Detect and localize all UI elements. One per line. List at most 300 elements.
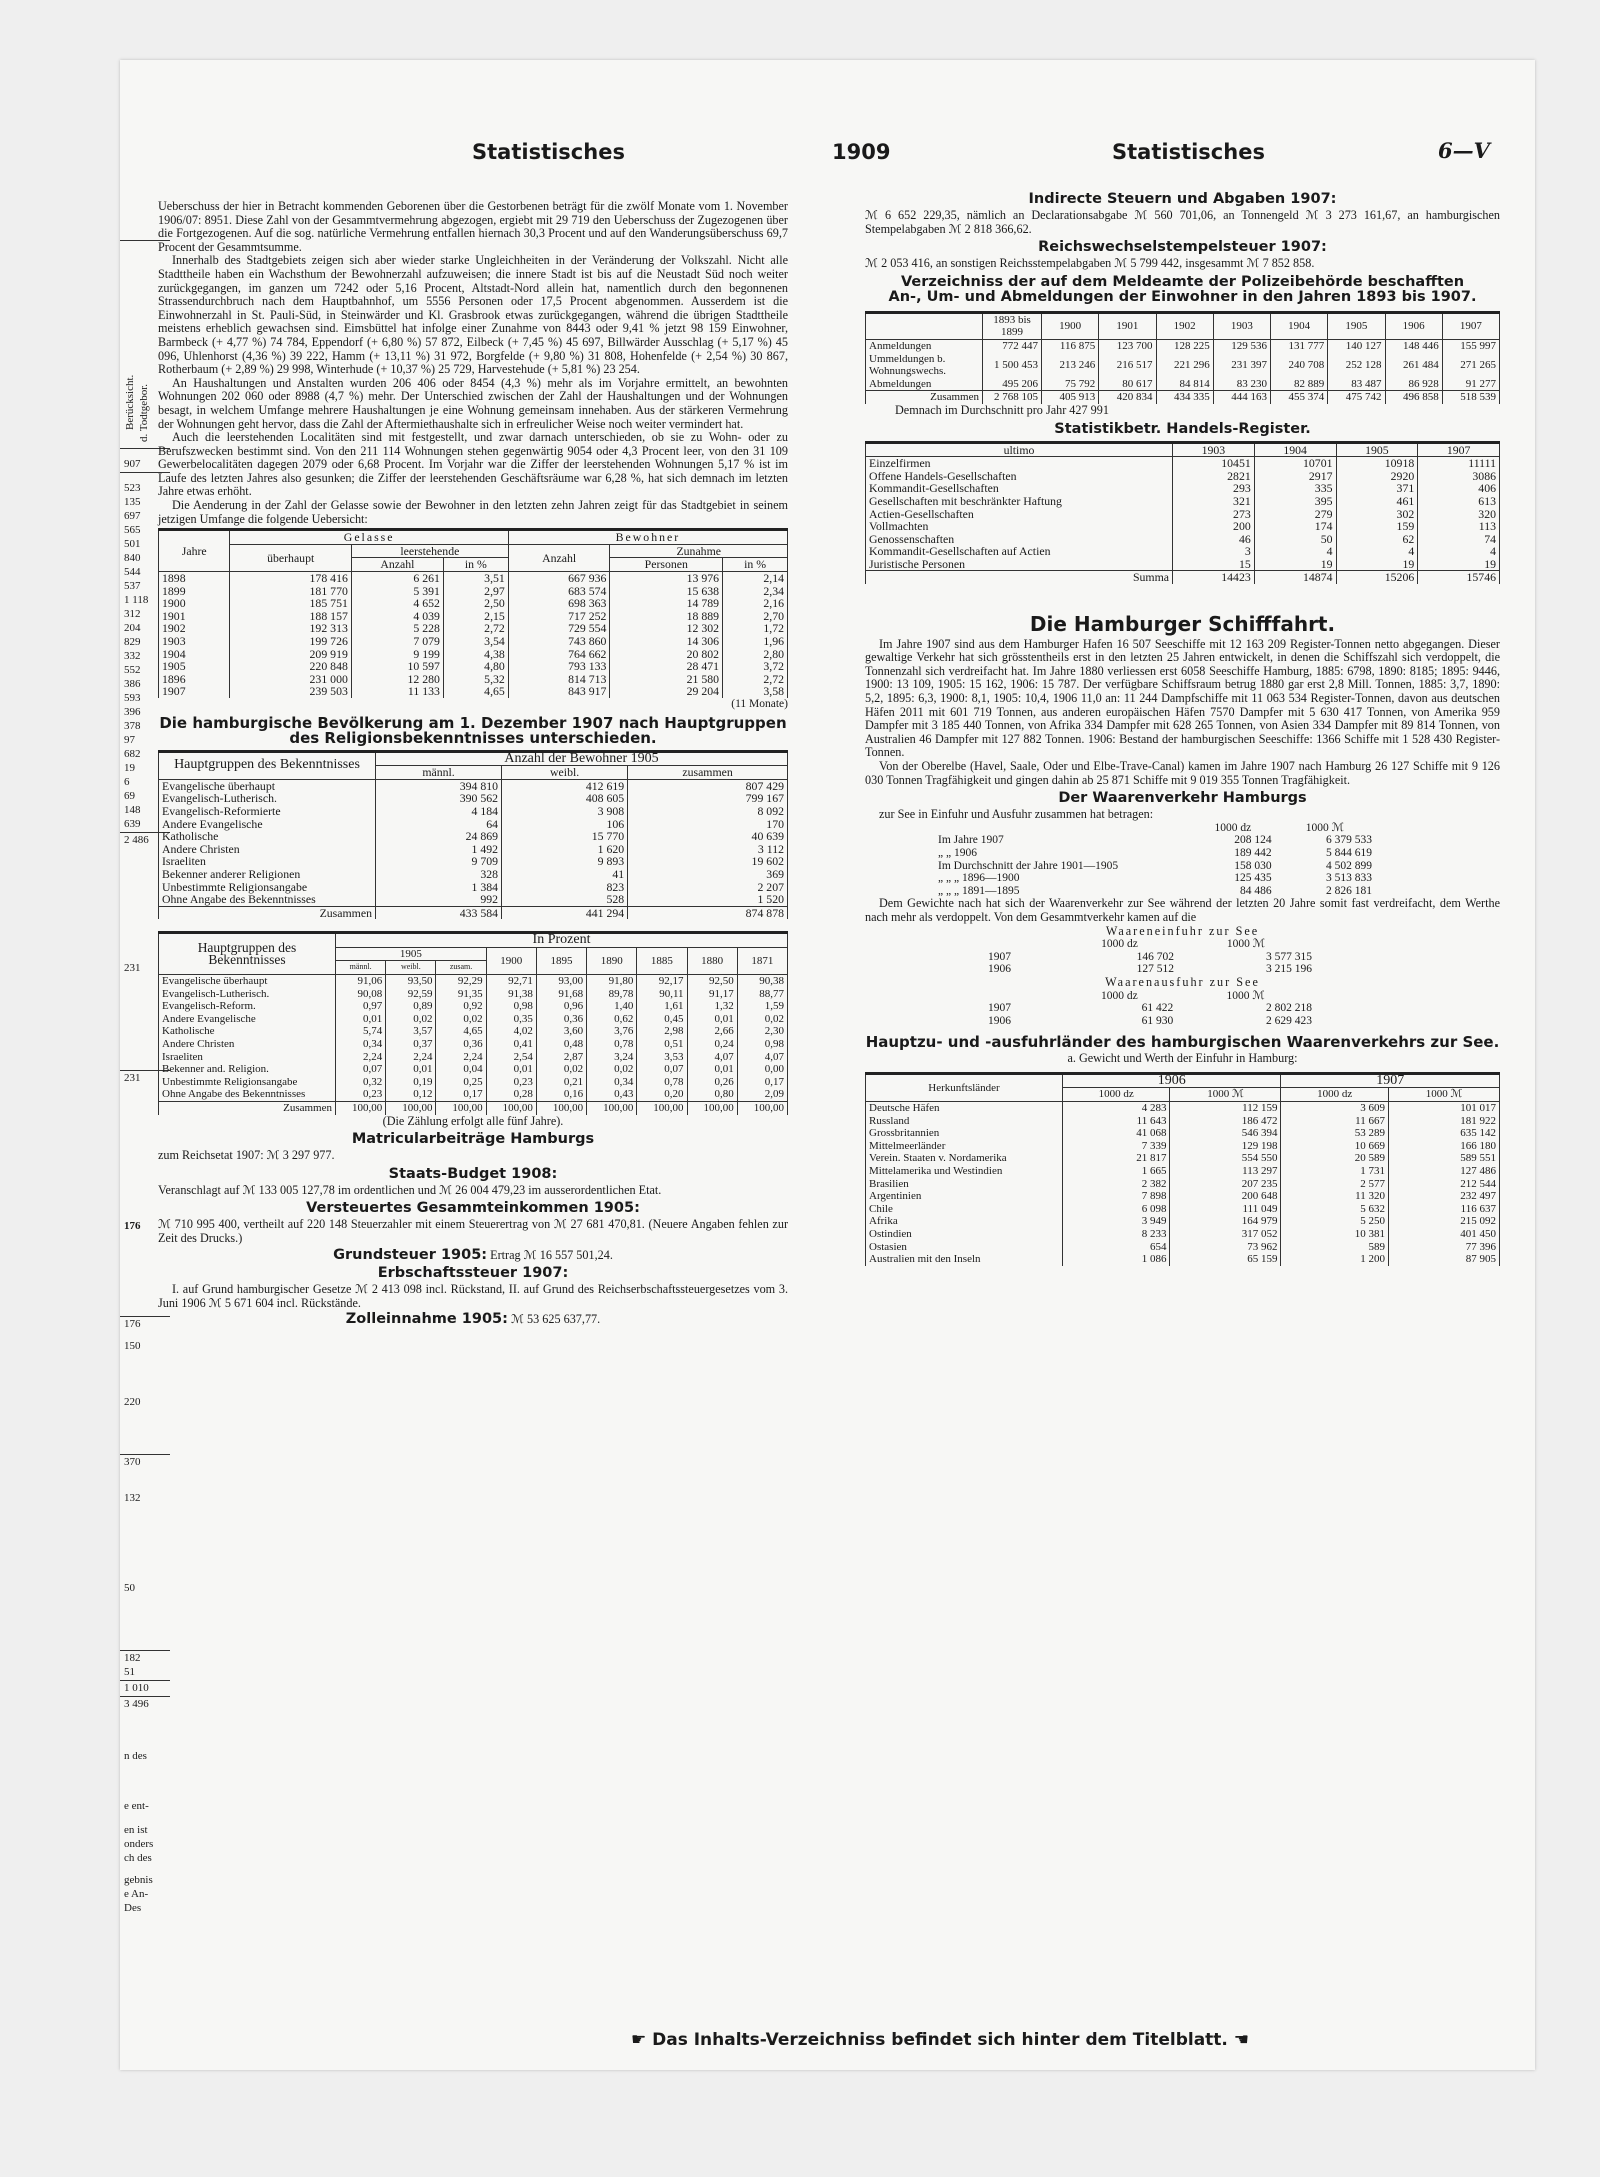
cell-value: 212 544 [1388, 1178, 1499, 1191]
cell-value: 116 875 [1042, 339, 1099, 352]
margin-value: 501 [124, 538, 141, 550]
row-label: Chile [866, 1203, 1063, 1216]
section-title: Verzeichniss der auf dem Meldeamte der Polizeibehörde beschafften An-, Um- und Abmeldungen der Einwohner in den Jahren 1893 bis 1907. [888, 273, 1477, 305]
cell-value: 0,32 [336, 1076, 386, 1089]
col-header: Anzahl [508, 544, 610, 571]
cell-value: 2 577 [1281, 1178, 1388, 1191]
cell-value: 0,35 [486, 1013, 536, 1026]
col-header: in % [443, 558, 508, 572]
row-label: 1906 [988, 1014, 1011, 1027]
table-row [159, 660, 788, 673]
row-label: Bekenner and. Religion. [159, 1063, 336, 1076]
total-row [866, 571, 1500, 584]
margin-value: 231 [124, 1072, 141, 1084]
cell-value: 186 472 [1170, 1115, 1281, 1128]
col-header: in % [723, 558, 788, 572]
col-header: 1903 [1213, 312, 1270, 339]
cell-value: 3 609 [1281, 1102, 1388, 1115]
section-title: Indirecte Steuern und Abgaben 1907: [1028, 191, 1337, 207]
cell-value: 28 471 [610, 660, 723, 673]
cell-value: 1 492 [376, 843, 502, 856]
table-note: Demnach im Durchschnitt pro Jahr 427 991 [895, 402, 1109, 417]
cell-value: 401 450 [1388, 1228, 1499, 1241]
cell-value: 3 513 833 [1326, 872, 1372, 885]
cell-value: 80 617 [1099, 378, 1156, 391]
cell-value: 3,58 [723, 685, 788, 698]
cell-value: 29 204 [610, 685, 723, 698]
cell-value: 216 517 [1099, 353, 1156, 378]
cell-value: 100,00 [536, 1102, 586, 1115]
cell-value: 1,96 [723, 635, 788, 648]
cell-value: 11 133 [351, 685, 443, 698]
cell-value: 0,26 [687, 1076, 737, 1089]
margin-value: 176 [124, 1220, 141, 1232]
table-row [866, 457, 1500, 470]
cell-value: 4,80 [443, 660, 508, 673]
margin-value: 552 [124, 664, 141, 676]
row-label: Russland [866, 1115, 1063, 1128]
section-title: Staats-Budget 1908: [388, 1165, 558, 1182]
cell-value: 20 589 [1281, 1152, 1388, 1165]
cell-value: 394 810 [376, 779, 502, 792]
margin-word: ch des [124, 1852, 152, 1864]
cell-value: 3 215 196 [1266, 963, 1312, 976]
margin-value: 150 [124, 1340, 141, 1352]
cell-value: 116 637 [1388, 1203, 1499, 1216]
cell-value: 65 159 [1170, 1253, 1281, 1266]
cell-value: 369 [628, 868, 788, 881]
cell-value: 654 [1063, 1241, 1170, 1254]
cell-value: 3,57 [386, 1025, 436, 1038]
table-row [866, 1165, 1500, 1178]
col-header: 1000 dz [1101, 938, 1138, 951]
margin-value: 231 [124, 962, 141, 974]
cell-value: 111 049 [1170, 1203, 1281, 1216]
meldungen-table [865, 311, 1500, 404]
cell-value: 90,11 [637, 988, 687, 1001]
cell-value: 1,72 [723, 622, 788, 635]
table-body [866, 1102, 1500, 1266]
subsection-title: Waarenausfuhr zur See [1105, 974, 1260, 989]
cell-value: 3 112 [628, 843, 788, 856]
cell-value: 50 [1254, 533, 1336, 546]
table-row [159, 1025, 788, 1038]
cell-value: 441 294 [502, 906, 628, 919]
cell-value: 5 844 619 [1326, 846, 1372, 859]
cell-value: 1,61 [637, 1000, 687, 1013]
table-body [985, 951, 1315, 976]
cell-value: 10 597 [351, 660, 443, 673]
cell-value: 209 919 [230, 648, 351, 661]
cell-value: 2,80 [723, 648, 788, 661]
paragraph: Im Jahre 1907 sind aus dem Hamburger Hafen 16 507 Seeschiffe mit 12 163 209 Register-Tonnen netto abgegangen. Dieser gewaltige Verkehr hat sich grösstentheils erst in den letzten 25 Jahren entwickelt, in denen die Schiffszahl sich verdoppelt, die Tonnenzahl sich verdreifacht hat. Im Jahre 1880 verliessen erst 6058 Seeschiffe Hamburg, 1885: 6798, 1890: 8185; 1895: 9446, 1900: 13 109, 1905: 15 162, 1906: 15 787. Der verfügbare Schiffsraum betrug 1880 gar erst 2,8 Mill. Tonnen, 1885: 3,7, 1890: 5,2, 1895: 6,3, 1900: 8,1, 1905: 10,4, 1906 11,0 an: 11 244 Dampfschiffe mit 11 063 534 Register-Tonnen, davon aus deutschen Häfen 2011 mit 601 719 Tonnen, aus anderen europäischen Häfen 7570 Dampfer mit 5 630 417 Tonnen, von Amerika 959 Dampfer mit 3 185 440 Tonnen, von Afrika 334 Dampfer mit 628 265 Tonnen, von Asien 334 Dampfer mit 89 814 Tonnen, von Australien 46 Dampfer mit 127 882 Tonnen. 1906: Bestand der hamburgischen Seeschiffe: 1366 Schiffe mit 1 528 430 Register-Tonnen. [865, 636, 1500, 760]
subsection-title: a. Gewicht und Werth der Einfuhr in Hamburg: [1067, 1051, 1298, 1066]
table-row [866, 1190, 1500, 1203]
col-header: 1901 [1099, 312, 1156, 339]
cell-value: 181 770 [230, 585, 351, 598]
cell-value: 321 [1173, 495, 1255, 508]
cell-value: 546 394 [1170, 1127, 1281, 1140]
cell-value: 2,09 [737, 1088, 787, 1101]
cell-value: 140 127 [1328, 339, 1385, 352]
cell-value: 293 [1173, 482, 1255, 495]
cell-value: 0,23 [486, 1076, 536, 1089]
cell-value: 164 979 [1170, 1215, 1281, 1228]
row-label: Andere Christen [159, 843, 376, 856]
cell-value: 0,92 [436, 1000, 486, 1013]
cell-value: 92,29 [436, 975, 486, 988]
cell-value: 1 086 [1063, 1253, 1170, 1266]
cell-value: 4,02 [486, 1025, 536, 1038]
cell-value: 24 869 [376, 830, 502, 843]
row-label: Grossbritannien [866, 1127, 1063, 1140]
table-row [159, 685, 788, 698]
cell-value: 823 [502, 881, 628, 894]
row-label: Katholische [159, 830, 376, 843]
cell-value: 2,50 [443, 597, 508, 610]
cell-value: 4,07 [687, 1051, 737, 1064]
table-body [935, 834, 1375, 897]
row-label: „ „ „ 1896—1900 [938, 872, 1020, 885]
cell-value: 0,02 [536, 1063, 586, 1076]
cell-value: 0,17 [436, 1088, 486, 1101]
col-header: 1906 [1063, 1073, 1281, 1088]
margin-value: 2 486 [124, 834, 149, 846]
cell-value: 10 381 [1281, 1228, 1388, 1241]
cell-value: 221 296 [1156, 353, 1213, 378]
cell-value: 11 667 [1281, 1115, 1388, 1128]
cell-value: 0,01 [386, 1063, 436, 1076]
cell-value: 9 199 [351, 648, 443, 661]
cell-value: 53 289 [1281, 1127, 1388, 1140]
margin-value: 544 [124, 566, 141, 578]
row-label: Verein. Staaten v. Nordamerika [866, 1152, 1063, 1165]
col-header: 1904 [1254, 442, 1336, 457]
cell-value: 2,72 [723, 673, 788, 686]
row-label: Summa [866, 571, 1173, 584]
cell-value: 92,59 [386, 988, 436, 1001]
cell-value: 406 [1418, 482, 1500, 495]
margin-value: 176 [124, 1318, 141, 1330]
cell-value: 46 [1173, 533, 1255, 546]
margin-value: 396 [124, 706, 141, 718]
cell-value: 19 [1254, 558, 1336, 571]
cell-value: 1,40 [587, 1000, 637, 1013]
cell-value: 0,37 [386, 1038, 436, 1051]
cell-value: 3,60 [536, 1025, 586, 1038]
row-label: Gesellschaften mit beschränkter Haftung [866, 495, 1173, 508]
table-row [866, 339, 1500, 352]
cell-value: 717 252 [508, 610, 610, 623]
section-title: Erbschaftssteuer 1907: [377, 1265, 569, 1282]
cell-value: 83 230 [1213, 378, 1270, 391]
header-left: Statistisches [472, 140, 625, 164]
section-title: Zolleinnahme 1905: [345, 1311, 508, 1328]
cell-value: 231 000 [230, 673, 351, 686]
cell-value: 635 142 [1388, 1127, 1499, 1140]
paragraph: Die Aenderung in der Zahl der Gelasse sowie der Bewohner in den letzten zehn Jahren zeigt für das Stadtgebiet in seinem jetzigen Umfange die folgende Uebersicht: [158, 498, 788, 526]
section-title: Der Waarenverkehr Hamburgs [1058, 790, 1307, 807]
cell-value: 84 486 [1240, 884, 1272, 897]
margin-word: Des [124, 1902, 142, 1914]
table-row [866, 1152, 1500, 1165]
table-row [159, 1038, 788, 1051]
cell-value: 3086 [1418, 470, 1500, 483]
row-label: Im Durchschnitt der Jahre 1901—1905 [938, 859, 1119, 872]
table-row [866, 1215, 1500, 1228]
cell-value: 1 731 [1281, 1165, 1388, 1178]
cell-value: 455 374 [1271, 391, 1328, 404]
cell-value: 444 163 [1213, 391, 1270, 404]
cell-value: 2821 [1173, 470, 1255, 483]
table-row [866, 1228, 1500, 1241]
cell-value: 3,51 [443, 572, 508, 585]
cell-value: 408 605 [502, 792, 628, 805]
margin-word: gebnis [124, 1874, 153, 1886]
row-label: Evangelisch-Reformierte [159, 805, 376, 818]
col-header: 1900 [486, 947, 536, 974]
cell-value: 10451 [1173, 457, 1255, 470]
cell-value: 178 416 [230, 572, 351, 585]
table-row [866, 1127, 1500, 1140]
section-title: Matricularbeiträge Hamburgs [351, 1131, 595, 1148]
row-label: 1896 [159, 673, 230, 686]
cell-value: 589 551 [1388, 1152, 1499, 1165]
cell-value: 18 889 [610, 610, 723, 623]
row-label: Ostindien [866, 1228, 1063, 1241]
cell-value: 91,17 [687, 988, 737, 1001]
cell-value: 0,04 [436, 1063, 486, 1076]
cell-value: 271 265 [1442, 353, 1499, 378]
total-row [159, 906, 788, 919]
row-label: 1900 [159, 597, 230, 610]
cell-value: 74 [1418, 533, 1500, 546]
cell-value: 7 339 [1063, 1140, 1170, 1153]
table-row [159, 830, 788, 843]
row-label: Brasilien [866, 1178, 1063, 1191]
margin-value: 523 [124, 482, 141, 494]
cell-value: 420 834 [1099, 391, 1156, 404]
row-label: Kommandit-Gesellschaften [866, 482, 1173, 495]
table-row [159, 635, 788, 648]
cell-value: 6 098 [1063, 1203, 1170, 1216]
cell-value: 0,80 [687, 1088, 737, 1101]
row-label: Vollmachten [866, 520, 1173, 533]
herkunft-table [865, 1072, 1500, 1266]
cell-value: 19 [1336, 558, 1418, 571]
cell-value: 84 814 [1156, 378, 1213, 391]
col-header: 1907 [1418, 442, 1500, 457]
cell-value: 208 124 [1234, 834, 1272, 847]
cell-value: 15206 [1336, 571, 1418, 584]
cell-value: 279 [1254, 508, 1336, 521]
table-row [985, 951, 1315, 964]
row-label: 1907 [159, 685, 230, 698]
col-header: ultimo [866, 442, 1173, 457]
cell-value: 1 384 [376, 881, 502, 894]
cell-value: 11 320 [1281, 1190, 1388, 1203]
cell-value: 91,06 [336, 975, 386, 988]
cell-value: 0,62 [587, 1013, 637, 1026]
cell-value: 2,34 [723, 585, 788, 598]
cell-value: 128 225 [1156, 339, 1213, 352]
cell-value: 207 235 [1170, 1178, 1281, 1191]
table-row [159, 975, 788, 988]
row-label: Andere Evangelische [159, 818, 376, 831]
table-row [866, 1253, 1500, 1266]
cell-value: 0,45 [637, 1013, 687, 1026]
cell-value: 2 382 [1063, 1178, 1170, 1191]
table-row [866, 545, 1500, 558]
row-label: Offene Handels-Gesellschaften [866, 470, 1173, 483]
cell-value: 412 619 [502, 779, 628, 792]
cell-value: 2 768 105 [983, 391, 1042, 404]
col-header: In Prozent [336, 933, 788, 948]
cell-value: 41 [502, 868, 628, 881]
margin-word: 907 [124, 458, 141, 470]
cell-value: 112 159 [1170, 1102, 1281, 1115]
cell-value: 495 206 [983, 378, 1042, 391]
table-row [159, 988, 788, 1001]
paragraph: Von der Oberelbe (Havel, Saale, Oder und Elbe-Trave-Canal) kamen im Jahre 1907 nach Hamburg 26 127 Schiffe mit 9 126 030 Tonnen Tragfähigkeit und gingen dahin ab 25 871 Schiffe mit 9 019 355 Tonnen Tragfähigkeit. [865, 759, 1500, 787]
row-label: Deutsche Häfen [866, 1102, 1063, 1115]
table-row [159, 597, 788, 610]
cell-value: 0,98 [737, 1038, 787, 1051]
paragraph: Veranschlagt auf ℳ 133 005 127,78 im ordentlichen und ℳ 26 004 479,23 im ausserordentlichen Etat. [158, 1182, 662, 1197]
table-row [159, 1063, 788, 1076]
cell-value: 158 030 [1234, 859, 1272, 872]
margin-value: 312 [124, 608, 141, 620]
cell-value: 91,35 [436, 988, 486, 1001]
col-header: 1871 [737, 947, 787, 974]
cell-value: 7 898 [1063, 1190, 1170, 1203]
cell-value: 743 860 [508, 635, 610, 648]
table-row [159, 1076, 788, 1089]
cell-value: 3,54 [443, 635, 508, 648]
col-header: Bewohner [508, 530, 787, 545]
table-row [935, 872, 1375, 885]
margin-word: onders [124, 1838, 154, 1850]
margin-value: 1 010 [124, 1682, 149, 1694]
cell-value: 15746 [1418, 571, 1500, 584]
row-label: 1907 [988, 1002, 1011, 1015]
col-header [985, 938, 1062, 951]
row-label: Andere Christen [159, 1038, 336, 1051]
cell-value: 15 770 [502, 830, 628, 843]
cell-value: 405 913 [1042, 391, 1099, 404]
col-header: 1000 dz [1100, 989, 1138, 1002]
cell-value: 2,70 [723, 610, 788, 623]
cell-value: 0,28 [486, 1088, 536, 1101]
cell-value: 3 949 [1063, 1215, 1170, 1228]
table-row [159, 1051, 788, 1064]
margin-word: d. Todtgebor. [138, 384, 150, 442]
row-label: Evangelisch-Reform. [159, 1000, 336, 1013]
paragraph: ℳ 710 995 400, vertheilt auf 220 148 Steuerzahler mit einem Steuerertrag von ℳ 27 681 470,81. (Neuere Angaben fehlen zur Zeit des Drucks.) [158, 1217, 788, 1245]
row-label: Einzelfirmen [866, 457, 1173, 470]
cell-value: 4 502 899 [1326, 859, 1372, 872]
col-header: 1903 [1173, 442, 1255, 457]
cell-value: 15 [1173, 558, 1255, 571]
cell-value: 0,20 [637, 1088, 687, 1101]
table-row [866, 1178, 1500, 1191]
cell-value: 8 233 [1063, 1228, 1170, 1241]
cell-value: 19 [1418, 558, 1500, 571]
cell-value: 9 709 [376, 855, 502, 868]
cell-value: 93,00 [536, 975, 586, 988]
col-header: 1000 ℳ [1305, 821, 1344, 834]
cell-value: 240 708 [1271, 353, 1328, 378]
section-title: Hauptzu- und -ausfuhrländer des hamburgischen Waarenverkehrs zur See. [865, 1033, 1500, 1052]
cell-value: 613 [1418, 495, 1500, 508]
paragraph: Innerhalb des Stadtgebiets zeigen sich aber wieder starke Ungleichheiten in der Veränderung der Volkszahl. Nicht alle Stadttheile haben ein Wachsthum der Bewohnerzahl aufzuweisen; die innere Stadt ist bis auf die Neustadt Süd noch weiter zurückgegangen, im ganzen um 7242 oder 5,16 Procent, Altstadt-Nord allein hat, namentlich durch den begonnenen Strassendurchbruch nach dem Hauptbahnhof, um 5556 Personen oder 17,5 Procent abgenommen. Ausserdem ist die Einwohnerzahl in St. Pauli-Süd, in Steinwärder und Kl. Grasbrook etwas zurückgegangen, während die übrigen Stadttheile meistens erheblich gewachsen sind. Eimsbüttel hat infolge einer Zunahme von 8443 oder 9,41 % jetzt 98 159 Einwohner, Barmbeck (+ 4,77 %) 74 784, Eppendorf (+ 6,80 %) 57 872, Eilbeck (+ 7,45 %) 45 697, Billwärder Ausschlag (+ 5,17 %) 45 096, Uhlenhorst (4,36 %) 39 222, Hamm (+ 13,11 %) 31 972, Borgfelde (+ 9,80 %) 31 808, Hohenfelde (+ 2,54 %) 30 867, Rotherbaum (+ 2,89 %) 29 998, Winterhude (+ 10,37 %) 25 729, Harvestehude (+ 5,81 %) 23 254. [158, 253, 788, 377]
cell-value: 395 [1254, 495, 1336, 508]
cell-value: 93,50 [386, 975, 436, 988]
table-row [159, 1000, 788, 1013]
col-header: zusam. [436, 961, 486, 975]
cell-value: 0,01 [486, 1063, 536, 1076]
col-header: 1885 [637, 947, 687, 974]
cell-value: 166 180 [1388, 1140, 1499, 1153]
cell-value: 0,34 [336, 1038, 386, 1051]
cell-value: 793 133 [508, 660, 610, 673]
cell-value: 3 [1173, 545, 1255, 558]
page-mark: 6—V [1438, 138, 1490, 163]
row-label: Ummeldungen b. Wohnungswechs. [866, 353, 983, 378]
cell-value: 0,98 [486, 1000, 536, 1013]
cell-value: 21 580 [610, 673, 723, 686]
row-label: Mittelamerika und Westindien [866, 1165, 1063, 1178]
table-row [866, 1140, 1500, 1153]
margin-value: 3 496 [124, 1698, 149, 1710]
cell-value: 40 639 [628, 830, 788, 843]
paragraph: ℳ 53 625 637,77. [510, 1312, 601, 1327]
cell-value: 192 313 [230, 622, 351, 635]
row-label: „ „ „ 1891—1895 [938, 884, 1020, 897]
row-label: Genossenschaften [866, 533, 1173, 546]
margin-value: 50 [124, 1582, 135, 1594]
cell-value: 799 167 [628, 792, 788, 805]
cell-value: 433 584 [376, 906, 502, 919]
cell-value: 0,00 [737, 1063, 787, 1076]
cell-value: 2 826 181 [1326, 884, 1372, 897]
cell-value: 0,02 [386, 1013, 436, 1026]
cell-value: 0,89 [386, 1000, 436, 1013]
cell-value: 4,07 [737, 1051, 787, 1064]
cell-value: 64 [376, 818, 502, 831]
cell-value: 0,12 [386, 1088, 436, 1101]
cell-value: 0,25 [436, 1076, 486, 1089]
table-body [159, 779, 788, 919]
cell-value: 92,17 [637, 975, 687, 988]
cell-value: 518 539 [1442, 391, 1499, 404]
col-header: 1895 [536, 947, 586, 974]
cell-value: 2 802 218 [1266, 1002, 1312, 1015]
cell-value: 667 936 [508, 572, 610, 585]
cell-value: 729 554 [508, 622, 610, 635]
table-body [159, 572, 788, 698]
cell-value: 1 520 [628, 893, 788, 906]
cell-value: 199 726 [230, 635, 351, 648]
cell-value: 0,17 [737, 1076, 787, 1089]
cell-value: 100,00 [637, 1102, 687, 1115]
cell-value: 83 487 [1328, 378, 1385, 391]
margin-value: 97 [124, 734, 135, 746]
margin-value: 639 [124, 818, 141, 830]
cell-value: 843 917 [508, 685, 610, 698]
footer-note [440, 2030, 1440, 2050]
cell-value: 0,36 [436, 1038, 486, 1051]
